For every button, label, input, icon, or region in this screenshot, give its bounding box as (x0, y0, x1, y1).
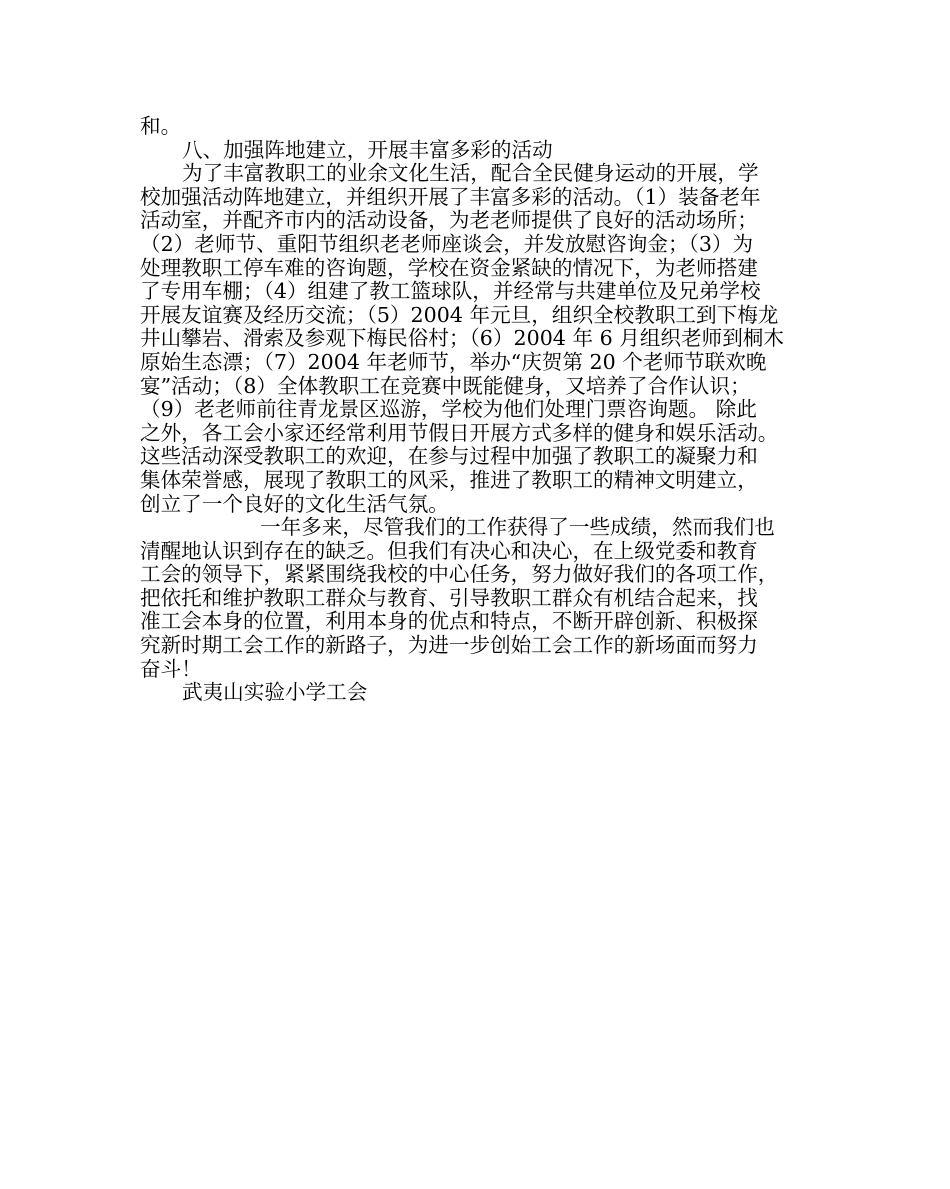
text-line: （2）老师节、重阳节组织老老师座谈会，并发放慰咨询金；（3）为 (140, 231, 754, 256)
text-line: 宴”活动；（8）全体教职工在竞赛中既能健身，又培养了合作认识； (140, 373, 751, 398)
text-line: 处理教职工停车难的咨询题，学校在资金紧缺的情况下，为老师搭建 (140, 255, 758, 280)
text-line: 一年多来，尽管我们的工作获得了一些成绩，然而我们也 (260, 515, 775, 540)
text-line: 创立了一个良好的文化生活气氛。 (140, 491, 449, 516)
text-line: 工会的领导下，紧紧围绕我校的中心任务，努力做好我们的各项工作， (140, 562, 779, 587)
text-line: 之外，各工会小家还经常利用节假日开展方式多样的健身和娱乐活动。 (140, 420, 779, 445)
text-line: 了专用车棚；（4）组建了教工篮球队，并经常与共建单位及兄弟学校 (140, 279, 761, 304)
text-line: 和。 (140, 114, 182, 138)
text-line: 究新时期工会工作的新路子，为进一步创始工会工作的新场面而努力 (140, 633, 758, 658)
text-line: 井山攀岩、滑索及参观下梅民俗村；（6）2004 年 6 月组织老师到桐木 (140, 326, 784, 351)
text-line: 校加强活动阵地建立，并组织开展了丰富多彩的活动。（1）装备老年 (140, 184, 761, 209)
text-line: 为了丰富教职工的业余文化生活，配合全民健身运动的开展，学 (182, 161, 759, 186)
section-heading: 八、加强阵地建立，开展丰富多彩的活动 (182, 137, 553, 162)
text-line: 原始生态漂；（7）2004 年老师节，举办“庆贺第 20 个老师节联欢晚 (140, 349, 767, 374)
document-body (140, 115, 820, 705)
text-line: （9）老老师前往青龙景区巡游，学校为他们处理门票咨询题。 除此 (140, 397, 757, 422)
text-line: 开展友谊赛及经历交流；（5）2004 年元旦，组织全校教职工到下梅龙 (140, 302, 779, 327)
signature-line: 武夷山实验小学工会 (182, 680, 368, 705)
text-line: 把依托和维护教职工群众与教育、引导教职工群众有机结合起来，找 (140, 585, 758, 610)
text-line: 准工会本身的位置，利用本身的优点和特点，不断开辟创新、积极探 (140, 609, 758, 634)
text-line: 这些活动深受教职工的欢迎，在参与过程中加强了教职工的凝聚力和 (140, 444, 758, 469)
text-line: 活动室，并配齐市内的活动设备，为老老师提供了良好的活动场所； (140, 208, 758, 233)
text-line: 奋斗！ (140, 656, 202, 681)
text-line: 集体荣誉感，展现了教职工的风采，推进了教职工的精神文明建立， (140, 467, 758, 492)
text-line: 清醒地认识到存在的缺乏。但我们有决心和决心，在上级党委和教育 (140, 538, 758, 563)
